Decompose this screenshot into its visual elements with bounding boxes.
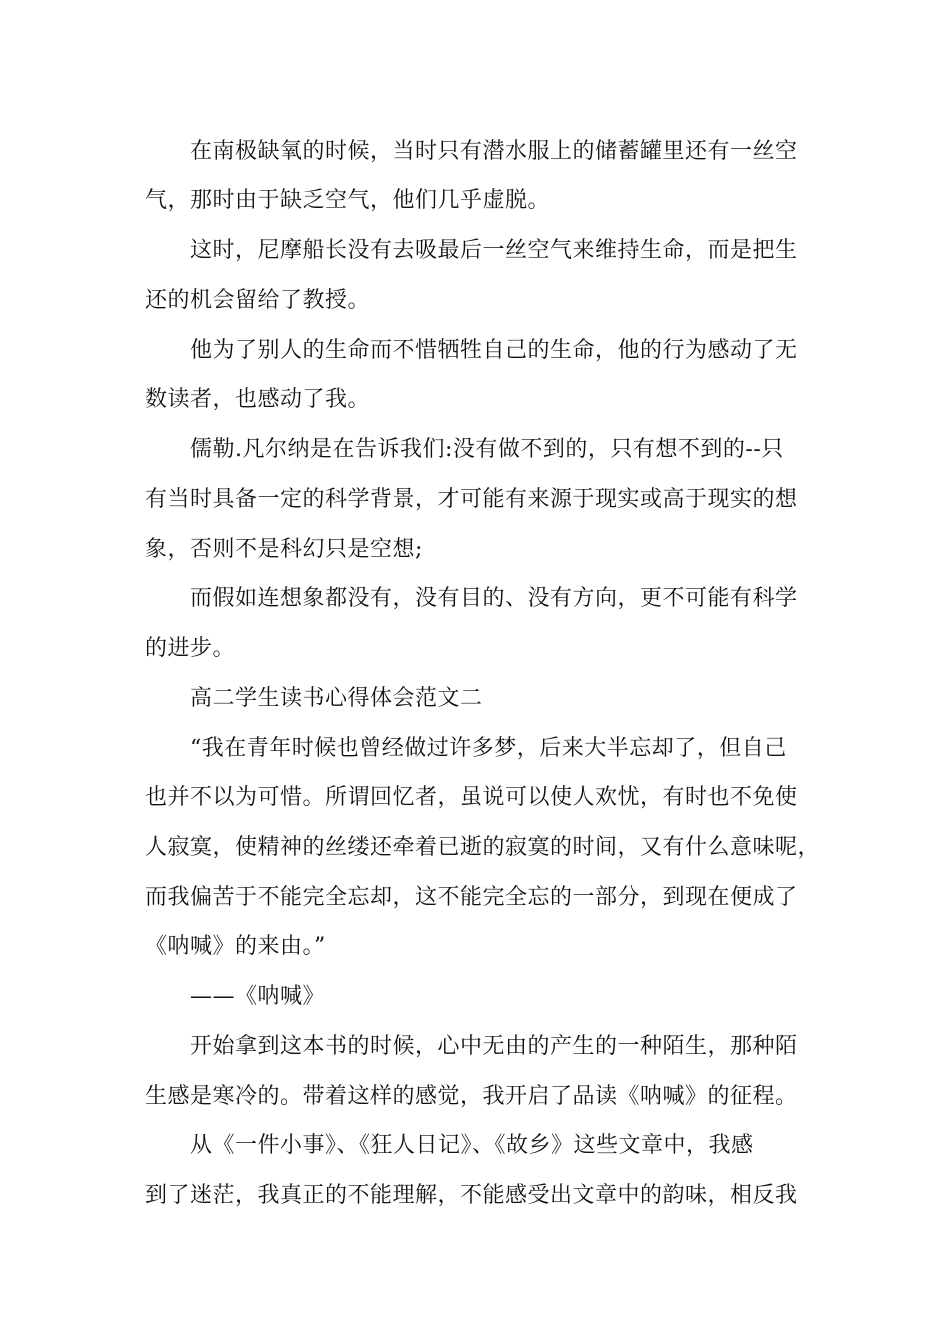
text-line: 的进步。 [145, 636, 236, 661]
text-line: 数读者，也感动了我。 [145, 387, 371, 412]
quote-attribution: ——《呐喊》 [190, 984, 326, 1009]
quote-line: 而我偏苦于不能完全忘却，这不能完全忘的一部分，到现在便成了 [145, 885, 798, 910]
quote-line: “我在青年时候也曾经做过许多梦，后来大半忘却了，但自己 [190, 736, 787, 761]
text-line: 还的机会留给了教授。 [145, 288, 371, 313]
text-line: 从《一件小事》、《狂人日记》、《故乡》这些文章中，我感 [190, 1133, 754, 1158]
text-line: 而假如连想象都没有，没有目的、没有方向，更不可能有科学 [190, 586, 798, 611]
text-line: 有当时具备一定的科学背景，才可能有来源于现实或高于现实的想 [145, 487, 798, 512]
quote-line: 也并不以为可惜。所谓回忆者，虽说可以使人欢忧，有时也不免使 [145, 785, 798, 810]
text-line: 生感是寒冷的。带着这样的感觉，我开启了品读《呐喊》的征程。 [145, 1084, 798, 1109]
text-line: 象，否则不是科幻只是空想; [145, 537, 423, 562]
quote-line: 《呐喊》的来由。” [145, 934, 326, 959]
text-line: 到了迷茫，我真正的不能理解，不能感受出文章中的韵味，相反我 [145, 1183, 798, 1208]
text-line: 他为了别人的生命而不惜牺牲自己的生命，他的行为感动了无 [190, 338, 798, 363]
text-line: 开始拿到这本书的时候，心中无由的产生的一种陌生，那种陌 [190, 1034, 798, 1059]
section-heading: 高二学生读书心得体会范文二 [190, 686, 483, 711]
text-line: 在南极缺氧的时候，当时只有潜水服上的储蓄罐里还有一丝空 [190, 139, 798, 164]
text-line: 儒勒.凡尔纳是在告诉我们:没有做不到的，只有想不到的--只 [190, 437, 784, 462]
text-line: 气，那时由于缺乏空气，他们几乎虚脱。 [145, 188, 551, 213]
text-line: 这时，尼摩船长没有去吸最后一丝空气来维持生命，而是把生 [190, 238, 798, 263]
quote-line: 人寂寞，使精神的丝缕还牵着已逝的寂寞的时间，又有什么意味呢， [145, 835, 821, 860]
